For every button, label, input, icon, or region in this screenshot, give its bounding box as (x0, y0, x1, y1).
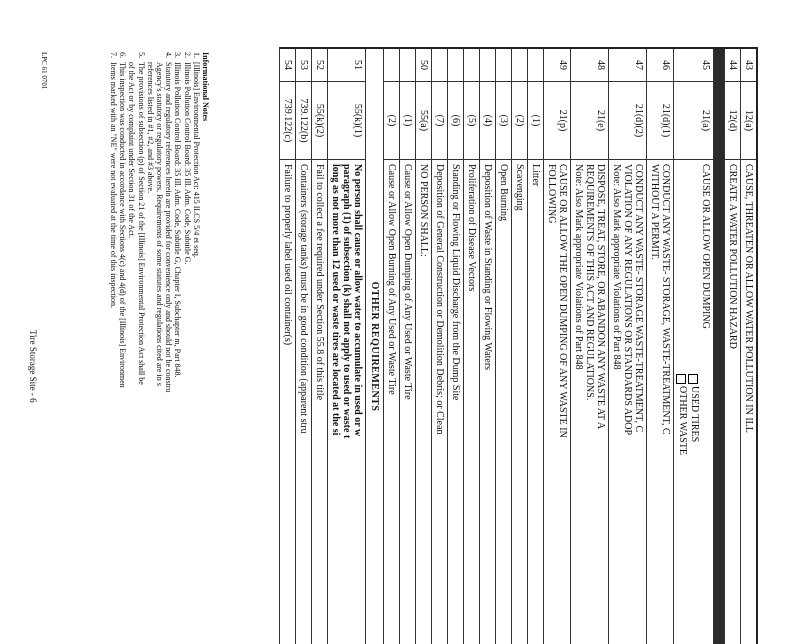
note-item (182, 52, 191, 632)
table-row (570, 49, 608, 644)
table-row (673, 49, 713, 644)
description-line: FOLLOWING (546, 164, 557, 224)
description-line: CAUSE OR ALLOW OPEN DUMPING (700, 164, 711, 329)
note-item (146, 52, 155, 632)
note-number: 6. (118, 52, 128, 58)
checkbox-option[interactable] (676, 164, 688, 640)
item-number: 52 (312, 49, 327, 82)
violation-description (280, 160, 295, 644)
description-line: Note: Also Mark appropriate Violations of Part 848 (573, 164, 584, 370)
description-line: Note: Also Mark appropriate Violations of Part 848 (611, 164, 622, 370)
section-reference: 21(a) (674, 82, 713, 160)
sub-item-label: (1) (400, 82, 415, 160)
section-reference: 12(a) (741, 82, 756, 160)
sub-item-description: Proliferation of Disease Vectors (466, 164, 477, 292)
description-line: WITHOUT A PERMIT. (649, 164, 660, 261)
section-title: OTHER REQUIREMENTS (365, 49, 383, 644)
table-row (646, 49, 673, 644)
description-line: CONDUCT ANY WASTE- STORAGE WASTE-TREATMENT, C (633, 164, 644, 433)
description-line: VIOLATION OF ANY REGULATIONS OR STANDARDS ADOP (622, 164, 633, 436)
item-number: 54 (280, 49, 295, 82)
violation-description (647, 160, 673, 644)
note-text: [Illinois] Environmental Protection Act: 415 ILCS 5/4 et seq. (191, 62, 201, 258)
note-number (155, 52, 164, 62)
item-number: 48 (571, 49, 608, 82)
note-text: of the Act or by complaint under Section 31 of the Act. (127, 62, 137, 238)
item-number: 45 (674, 49, 713, 82)
note-item (118, 52, 127, 632)
item-number (496, 49, 511, 82)
note-text: Illinois Pollution Control Board: 35 Ill. Adm. Code, Subtitle G, Chapter I, Subchapter m, Part 848. (173, 62, 183, 378)
note-number: 5. (136, 52, 146, 58)
description-line: CREATE A WATER POLLUTION HAZARD (727, 164, 738, 349)
note-text: references listed in #1, #2, and #3 above. (145, 62, 155, 194)
note-number: 1. (191, 52, 201, 58)
table-subrow (511, 49, 527, 644)
note-text: Statutory and regulatory references herein are provided for convenience only and should not be constru (164, 62, 174, 393)
item-number (464, 49, 479, 82)
sub-item-label: (2) (512, 82, 527, 160)
checkbox-icon[interactable] (688, 374, 698, 384)
section-reference: 55(a) (416, 82, 431, 160)
sub-item-description: Cause or Allow Open Dumping of Any Used or Waste Tire (402, 164, 413, 400)
table-row (279, 49, 295, 644)
table-row (311, 49, 327, 644)
table-row (608, 49, 646, 644)
violation-description (544, 160, 570, 644)
table-subrow (383, 49, 399, 644)
note-item (109, 52, 118, 632)
note-text: Illinois Pollution Control Board: 35 Ill. Adm. Code, Subtitle G. (182, 62, 192, 265)
item-number: 43 (741, 49, 756, 82)
violation-description (725, 160, 740, 644)
sub-item-label: (4) (480, 82, 495, 160)
section-reference: 739.122(c) (280, 82, 295, 160)
item-number (448, 49, 463, 82)
table-row (740, 49, 756, 644)
sub-item-label: (1) (528, 82, 543, 160)
note-number: 3. (173, 52, 183, 58)
item-number: 51 (328, 49, 365, 82)
note-item (173, 52, 182, 632)
table-subrow (479, 49, 495, 644)
sub-item-description: Standing or Flowing Liquid Discharge from the Dump Site (450, 164, 461, 401)
violation-description (296, 160, 311, 644)
section-reference: 21(p) (544, 82, 570, 160)
table-row (543, 49, 570, 644)
section-reference: 12(d) (725, 82, 740, 160)
violation-description (741, 160, 756, 644)
note-text: The provisions of subsection (p) of Section 21 of the [Illinois] Environmental Protection Act shall be (136, 62, 146, 385)
sub-item-description: Open Burning (498, 164, 509, 221)
checkbox-label: OTHER WASTE (677, 386, 688, 455)
note-number: 7. (108, 52, 118, 58)
form-number: LPC 61 0701 (40, 52, 48, 90)
page-label: Tire Storage Site - 6 (28, 330, 38, 403)
sub-item-description: Cause or Allow Open Burning of Any Used or Waste Tire (386, 164, 397, 395)
table-subrow (463, 49, 479, 644)
sub-item-description: Deposition of General Construction or Demolition Debris; or Clean (434, 164, 445, 435)
note-text: Items marked with an "NE" were not evaluated at the time of this inspection. (108, 62, 118, 309)
section-reference: 55(k)(1) (328, 82, 365, 160)
table-subrow (527, 49, 543, 644)
sub-item-description: Litter (530, 164, 541, 187)
note-number (127, 52, 136, 62)
description-line: Fail to collect a fee required under Section 55.8 of this title (314, 164, 325, 401)
violation-description (571, 160, 608, 644)
table-subrow (431, 49, 447, 644)
description-line: REQUIREMENTS OF THIS ACT AND REGULATIONS. (584, 164, 595, 401)
informational-notes (109, 52, 210, 632)
description-line: CAUSE, THREATEN OR ALLOW WATER POLLUTION IN ILL (743, 164, 754, 433)
description-line: Failure to properly label used oil container(s) (282, 164, 293, 346)
violations-table (279, 47, 758, 644)
table-row (415, 49, 431, 644)
note-item (155, 52, 164, 632)
item-number (384, 49, 399, 82)
sub-item-label: (6) (448, 82, 463, 160)
table-row (327, 49, 365, 644)
description-line: long as not more than 12 used or waste tires are located at the si (330, 164, 341, 436)
table-subrow (447, 49, 463, 644)
description-line: No person shall cause or allow water to accumulate in used or w (352, 164, 363, 437)
section-reference: 739.122(b) (296, 82, 311, 160)
violation-description (312, 160, 327, 644)
table-subrow (399, 49, 415, 644)
description-line: DISPOSE, TREAT, STORE, OR ABANDON ANY WASTE AT A (595, 164, 606, 430)
table-row (724, 49, 740, 644)
sub-item-label: (5) (464, 82, 479, 160)
description-line: CONDUCT ANY WASTE- STORAGE, WASTE-TREATMENT, C (660, 164, 671, 435)
item-number (400, 49, 415, 82)
section-reference: 55(k)(2) (312, 82, 327, 160)
item-number (528, 49, 543, 82)
note-item (127, 52, 136, 632)
checkbox-option[interactable] (688, 164, 700, 640)
violation-description (328, 160, 365, 644)
table-subrow (495, 49, 511, 644)
notes-title: Informational Notes (201, 52, 210, 122)
table-row (295, 49, 311, 644)
violation-description (674, 160, 713, 644)
note-item (136, 52, 145, 632)
sub-item-label: (3) (496, 82, 511, 160)
note-number: 2. (182, 52, 192, 58)
note-text: This inspection was conducted in accordance with Sections 4(c) and 4(d) of the [Illinois] Environmen (118, 62, 128, 388)
note-number (146, 52, 155, 62)
description-line: Containers (storage tanks) must be in good condition (apparent stru (298, 164, 309, 434)
violation-description (609, 160, 646, 644)
sub-item-description: Deposition of Waste in Standing or Flowing Waters (482, 164, 493, 371)
item-number: 46 (647, 49, 673, 82)
section-divider (713, 49, 724, 644)
description-line: CAUSE OR ALLOW THE OPEN DUMPING OF ANY WASTE IN (557, 164, 568, 438)
note-item (192, 52, 201, 632)
sub-item-label: (2) (384, 82, 399, 160)
item-number: 50 (416, 49, 431, 82)
item-number (512, 49, 527, 82)
item-number (432, 49, 447, 82)
checkbox-label: USED TIRES (689, 386, 700, 443)
section-reference: 21(d)(1) (647, 82, 673, 160)
section-reference: 21(e) (571, 82, 608, 160)
note-number: 4. (164, 52, 174, 58)
item-number: 44 (725, 49, 740, 82)
note-text: Agency's statutory or regulatory powers. Requirements of some statutes and regulations cited are in s (154, 62, 164, 386)
item-number: 47 (609, 49, 646, 82)
item-number: 53 (296, 49, 311, 82)
item-number: 49 (544, 49, 570, 82)
section-reference: 21(d)(2) (609, 82, 646, 160)
sub-item-description: Scavenging (514, 164, 525, 211)
item-number (480, 49, 495, 82)
violation-description: NO PERSON SHALL: (418, 164, 429, 257)
description-line: paragraph (1) of subsection (k) shall not apply to used or waste t (341, 164, 352, 439)
sub-item-label: (7) (432, 82, 447, 160)
note-item (164, 52, 173, 632)
checkbox-icon[interactable] (676, 374, 686, 384)
